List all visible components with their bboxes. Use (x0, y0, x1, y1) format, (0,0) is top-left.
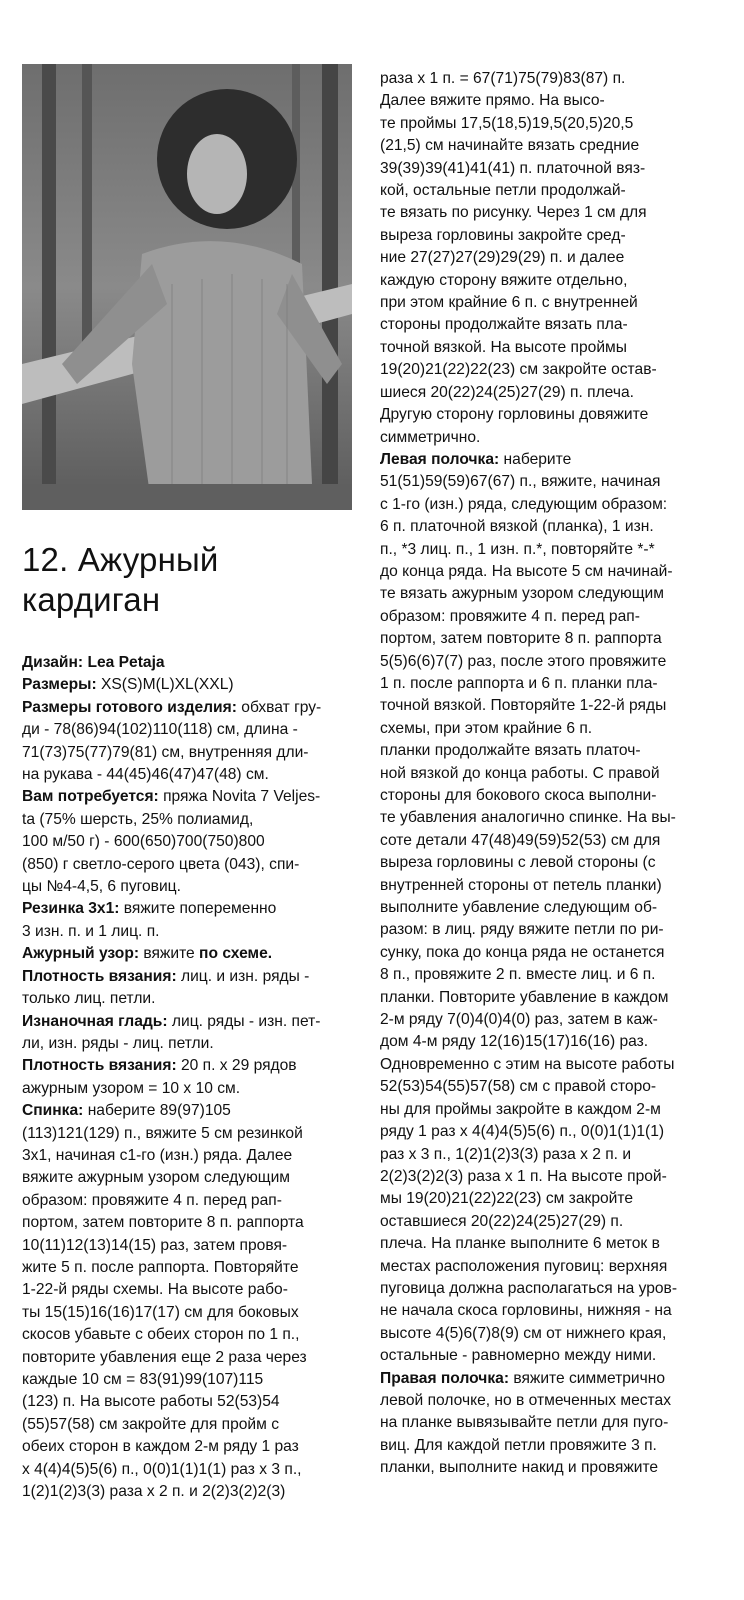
body-text: схемы, при этом крайние 6 п. (380, 719, 593, 737)
text-line (380, 1390, 710, 1412)
text-line (22, 1033, 352, 1055)
body-text: Одновременно с этим на высоте работы (380, 1055, 675, 1073)
text-line (380, 1188, 710, 1210)
text-line (380, 897, 710, 919)
body-text: лиц. ряды - изн. пет- (167, 1012, 321, 1030)
body-text: 19(20)21(22)22(23) см закройте остав- (380, 361, 657, 379)
text-line (380, 1233, 710, 1255)
text-line (22, 1302, 352, 1324)
body-text: 1(2)1(2)3(3) раза х 2 п. и 2(2)3(2)2(3) (22, 1483, 286, 1501)
text-line (22, 921, 352, 943)
body-text: (850) г светло-серого цвета (043), спи- (22, 855, 300, 873)
text-line (22, 988, 352, 1010)
body-text: 20 п. х 29 рядов (176, 1057, 297, 1075)
text-line (380, 583, 710, 605)
text-line (380, 740, 710, 762)
text-line (380, 1099, 710, 1121)
text-line (380, 337, 710, 359)
body-text: стороны продолжайте вязать пла- (380, 316, 628, 334)
body-text: 10(11)12(13)14(15) раз, затем провя- (22, 1236, 288, 1254)
bold-text: Плотность вязания: (22, 967, 177, 985)
text-line (380, 247, 710, 269)
body-text: вяжите симметрично (509, 1369, 666, 1387)
text-line (380, 1076, 710, 1098)
body-text: шиеся 20(22)24(25)27(29) п. плеча. (380, 383, 634, 401)
text-line (22, 1391, 352, 1413)
text-line (380, 1054, 710, 1076)
body-text: на планке вывязывайте петли для пуго- (380, 1414, 669, 1432)
text-line (380, 1144, 710, 1166)
body-text: каждую сторону вяжите отдельно, (380, 271, 628, 289)
body-text: Другую сторону горловины довяжите (380, 406, 649, 424)
body-text: 6 п. платочной вязкой (планка), 1 изн. (380, 518, 654, 536)
text-line (380, 225, 710, 247)
body-text: соте детали 47(48)49(59)52(53) см для (380, 831, 661, 849)
text-line (22, 1414, 352, 1436)
text-line (22, 809, 352, 831)
text-line (380, 695, 710, 717)
text-line (380, 180, 710, 202)
text-line (22, 719, 352, 741)
body-text: Далее вяжите прямо. На высо- (380, 92, 605, 110)
body-text: ряду 1 раз х 4(4)4(5)5(6) п., 0(0)1(1)1(1) (380, 1123, 665, 1141)
body-text: точной вязкой. На высоте проймы (380, 338, 627, 356)
body-text: (55)57(58) см закройте для пройм с (22, 1415, 279, 1433)
body-text: вяжите (139, 945, 200, 963)
body-text: с 1-го (изн.) ряда, следующим образом: (380, 495, 668, 513)
body-text: (123) п. На высоте работы 52(53)54 (22, 1393, 280, 1411)
text-line (22, 876, 352, 898)
body-text: мы 19(20)21(22)22(23) см закройте (380, 1190, 634, 1208)
body-text: планки. Повторите убавление в каждом (380, 988, 669, 1006)
sweater-photo (22, 64, 352, 510)
text-line (380, 90, 710, 112)
text-line (380, 68, 710, 90)
body-text: разом: в лиц. ряду вяжите петли по ри- (380, 921, 664, 939)
text-line (380, 807, 710, 829)
bold-text: Изнаночная гладь: (22, 1012, 168, 1030)
body-text: симметрично. (380, 428, 481, 446)
body-text: раза х 1 п. = 67(71)75(79)83(87) п. (380, 70, 626, 87)
text-line (380, 270, 710, 292)
body-text: внутренней стороны от петель планки) (380, 876, 662, 894)
title-line-2: кардиган (22, 581, 161, 618)
text-line (22, 1235, 352, 1257)
text-line (22, 1167, 352, 1189)
body-text: оставшиеся 20(22)24(25)27(29) п. (380, 1212, 624, 1230)
body-text: наберите 89(97)105 (83, 1102, 231, 1120)
body-text: повторите убавления еще 2 раза через (22, 1348, 307, 1366)
body-text: ta (75% шерсть, 25% полиамид, (22, 810, 254, 828)
text-line (380, 113, 710, 135)
text-line (380, 382, 710, 404)
text-line (22, 1279, 352, 1301)
text-line (380, 1031, 710, 1053)
text-line (22, 742, 352, 764)
body-text: 100 м/50 г) - 600(650)700(750)800 (22, 833, 265, 851)
text-line (380, 1211, 710, 1233)
body-text: портом, затем повторите 8 п. раппорта (22, 1214, 304, 1232)
text-line (22, 854, 352, 876)
bold-text: Размеры готового изделия: (22, 698, 237, 716)
text-line (380, 359, 710, 381)
bold-text: Дизайн: Lea Petaja (22, 654, 165, 671)
bold-text: Левая полочка: (380, 450, 500, 468)
text-line (380, 651, 710, 673)
body-text: портом, затем повторите 8 п. раппорта (380, 630, 662, 648)
text-line (22, 652, 352, 674)
text-line (380, 1300, 710, 1322)
body-text: п., *3 лиц. п., 1 изн. п.*, повторяйте *-* (380, 540, 655, 558)
body-text: ты 15(15)16(16)17(17) см для боковых (22, 1303, 299, 1321)
text-line (380, 1345, 710, 1367)
text-line (22, 674, 352, 696)
text-line (380, 1368, 710, 1390)
body-text: выреза горловины закройте сред- (380, 226, 626, 244)
bold-text: Вам потребуется: (22, 788, 159, 806)
body-text: 52(53)54(55)57(58) см с правой сторо- (380, 1078, 657, 1096)
text-line (380, 516, 710, 538)
body-text: 3 изн. п. и 1 лиц. п. (22, 922, 160, 940)
body-text: ной вязкой до конца работы. С правой (380, 764, 660, 782)
text-line (380, 942, 710, 964)
body-text: остальные - равномерно между ними. (380, 1347, 657, 1365)
text-line (22, 786, 352, 808)
body-text: те убавления аналогично спинке. На вы- (380, 809, 676, 827)
text-line (380, 1009, 710, 1031)
body-text: дом 4-м ряду 12(16)15(17)16(16) раз. (380, 1033, 649, 1051)
body-text: стороны для бокового скоса выполни- (380, 787, 657, 804)
text-line (22, 1459, 352, 1481)
text-line (380, 673, 710, 695)
body-text: наберите (499, 450, 572, 468)
text-line (380, 628, 710, 650)
text-line (22, 1347, 352, 1369)
right-text-column (380, 68, 710, 1480)
body-text: те вязать ажурным узором следующим (380, 585, 664, 603)
bold-text: Спинка: (22, 1102, 84, 1120)
bold-text: по схеме. (199, 945, 273, 963)
text-line (380, 987, 710, 1009)
photo-image (22, 64, 352, 510)
body-text: высоте 4(5)6(7)8(9) см от нижнего края, (380, 1324, 667, 1342)
bold-text: Размеры: (22, 676, 97, 694)
body-text: 3х1, начиная с1-го (изн.) ряда. Далее (22, 1146, 293, 1164)
text-line (380, 830, 710, 852)
body-text: ли, изн. ряды - лиц. петли. (22, 1034, 214, 1052)
body-text: точной вязкой. Повторяйте 1-22-й ряды (380, 697, 667, 715)
body-text: виц. Для каждой петли провяжите 3 п. (380, 1436, 657, 1454)
text-line (22, 1324, 352, 1346)
text-line (380, 314, 710, 336)
body-text: 51(51)59(59)67(67) п., вяжите, начиная (380, 473, 661, 491)
body-text: жите 5 п. после раппорта. Повторяйте (22, 1258, 299, 1276)
body-text: ажурным узором = 10 х 10 см. (22, 1079, 241, 1097)
body-text: 39(39)39(41)41(41) п. платочной вяз- (380, 159, 646, 177)
text-line (22, 898, 352, 920)
text-line (380, 1412, 710, 1434)
body-text: 8 п., провяжите 2 п. вместе лиц. и 6 п. (380, 966, 656, 984)
text-line (22, 1145, 352, 1167)
body-text: выреза горловины с левой стороны (с (380, 854, 656, 872)
left-text-column (22, 652, 352, 1503)
bold-text: Резинка 3х1: (22, 900, 120, 918)
text-line (22, 1100, 352, 1122)
bold-text: Ажурный узор: (22, 945, 140, 963)
body-text: до конца ряда. На высоте 5 см начинай- (380, 562, 673, 580)
article-title (22, 540, 352, 620)
body-text: ние 27(27)27(29)29(29) п. и далее (380, 249, 625, 267)
text-line (22, 1212, 352, 1234)
body-text: лиц. и изн. ряды - (176, 967, 310, 985)
text-line (22, 1481, 352, 1503)
body-text: цы №4-4,5, 6 пуговиц. (22, 878, 181, 896)
text-line (380, 449, 710, 471)
text-line (22, 831, 352, 853)
text-line (380, 1166, 710, 1188)
body-text: образом: провяжите 4 п. перед рап- (380, 607, 640, 625)
title-line-1: 12. Ажурный (22, 541, 219, 578)
text-line (380, 1323, 710, 1345)
text-line (380, 1435, 710, 1457)
text-line (380, 1278, 710, 1300)
text-line (22, 1190, 352, 1212)
body-text: не начала скоса горловины, нижняя - на (380, 1302, 672, 1320)
body-text: каждые 10 см = 83(91)99(107)115 (22, 1371, 264, 1388)
text-line (380, 202, 710, 224)
bold-text: Плотность вязания: (22, 1057, 177, 1075)
text-line (380, 135, 710, 157)
body-text: выполните убавление следующим об- (380, 899, 658, 917)
text-line (380, 718, 710, 740)
text-line (380, 763, 710, 785)
text-line (380, 539, 710, 561)
body-text: ны для проймы закройте в каждом 2-м (380, 1100, 661, 1118)
body-text: 1 п. после раппорта и 6 п. планки пла- (380, 674, 658, 692)
text-line (22, 697, 352, 719)
body-text: плеча. На планке выполните 6 меток в (380, 1235, 660, 1253)
text-line (22, 943, 352, 965)
body-text: XS(S)M(L)XL(XXL) (96, 676, 234, 694)
text-line (380, 494, 710, 516)
body-text: 2(2)3(2)2(3) раза х 1 п. На высоте прой- (380, 1167, 667, 1185)
body-text: 71(73)75(77)79(81) см, внутренняя дли- (22, 743, 309, 761)
body-text: обхват гру- (236, 698, 322, 716)
body-text: те вязать по рисунку. Через 1 см для (380, 204, 647, 222)
body-text: левой полочке, но в отмеченных местах (380, 1391, 671, 1409)
body-text: местах расположения пуговиц: верхняя (380, 1257, 668, 1275)
body-text: планки продолжайте вязать платоч- (380, 742, 641, 760)
text-line (380, 158, 710, 180)
body-text: 2-м ряду 7(0)4(0)4(0) раз, затем в каж- (380, 1011, 658, 1029)
body-text: скосов убавьте с обеих сторон по 1 п., (22, 1326, 300, 1344)
text-line (380, 606, 710, 628)
body-text: х 4(4)4(5)5(6) п., 0(0)1(1)1(1) раз х 3 п., (22, 1460, 302, 1478)
text-line (380, 1457, 710, 1479)
body-text: кой, остальные петли продолжай- (380, 182, 626, 200)
text-line (380, 964, 710, 986)
text-line (380, 785, 710, 807)
body-text: раз х 3 п., 1(2)1(2)3(3) раза х 2 п. и (380, 1145, 632, 1163)
text-line (22, 966, 352, 988)
text-line (380, 852, 710, 874)
text-line (380, 1256, 710, 1278)
body-text: пряжа Novita 7 Veljes- (158, 788, 321, 806)
text-line (380, 292, 710, 314)
body-text: (21,5) см начинайте вязать средние (380, 137, 640, 155)
body-text: ди - 78(86)94(102)110(118) см, длина - (22, 721, 298, 739)
text-line (22, 1078, 352, 1100)
text-line (380, 471, 710, 493)
text-line (380, 875, 710, 897)
body-text: при этом крайние 6 п. с внутренней (380, 294, 638, 312)
body-text: образом: провяжите 4 п. перед рап- (22, 1191, 282, 1209)
text-line (380, 561, 710, 583)
text-line (380, 919, 710, 941)
body-text: 1-22-й ряды схемы. На высоте рабо- (22, 1281, 288, 1299)
text-line (22, 764, 352, 786)
body-text: на рукава - 44(45)46(47)47(48) см. (22, 766, 269, 784)
bold-text: Правая полочка: (380, 1369, 510, 1387)
body-text: (113)121(129) п., вяжите 5 см резинкой (22, 1124, 303, 1142)
body-text: вяжите попеременно (119, 900, 277, 918)
body-text: 5(5)6(6)7(7) раз, после этого провяжите (380, 652, 667, 670)
body-text: планки, выполните накид и провяжите (380, 1459, 659, 1477)
text-line (22, 1011, 352, 1033)
text-line (380, 427, 710, 449)
body-text: вяжите ажурным узором следующим (22, 1169, 291, 1187)
text-line (380, 1121, 710, 1143)
text-line (380, 404, 710, 426)
text-line (22, 1055, 352, 1077)
body-text: обеих сторон в каждом 2-м ряду 1 раз (22, 1438, 299, 1456)
text-line (22, 1436, 352, 1458)
body-text: сунку, пока до конца ряда не останется (380, 943, 665, 961)
body-text: те проймы 17,5(18,5)19,5(20,5)20,5 (380, 114, 634, 132)
text-line (22, 1123, 352, 1145)
body-text: только лиц. петли. (22, 990, 156, 1008)
text-line (22, 1369, 352, 1391)
body-text: пуговица должна располагаться на уров- (380, 1279, 678, 1297)
text-line (22, 1257, 352, 1279)
